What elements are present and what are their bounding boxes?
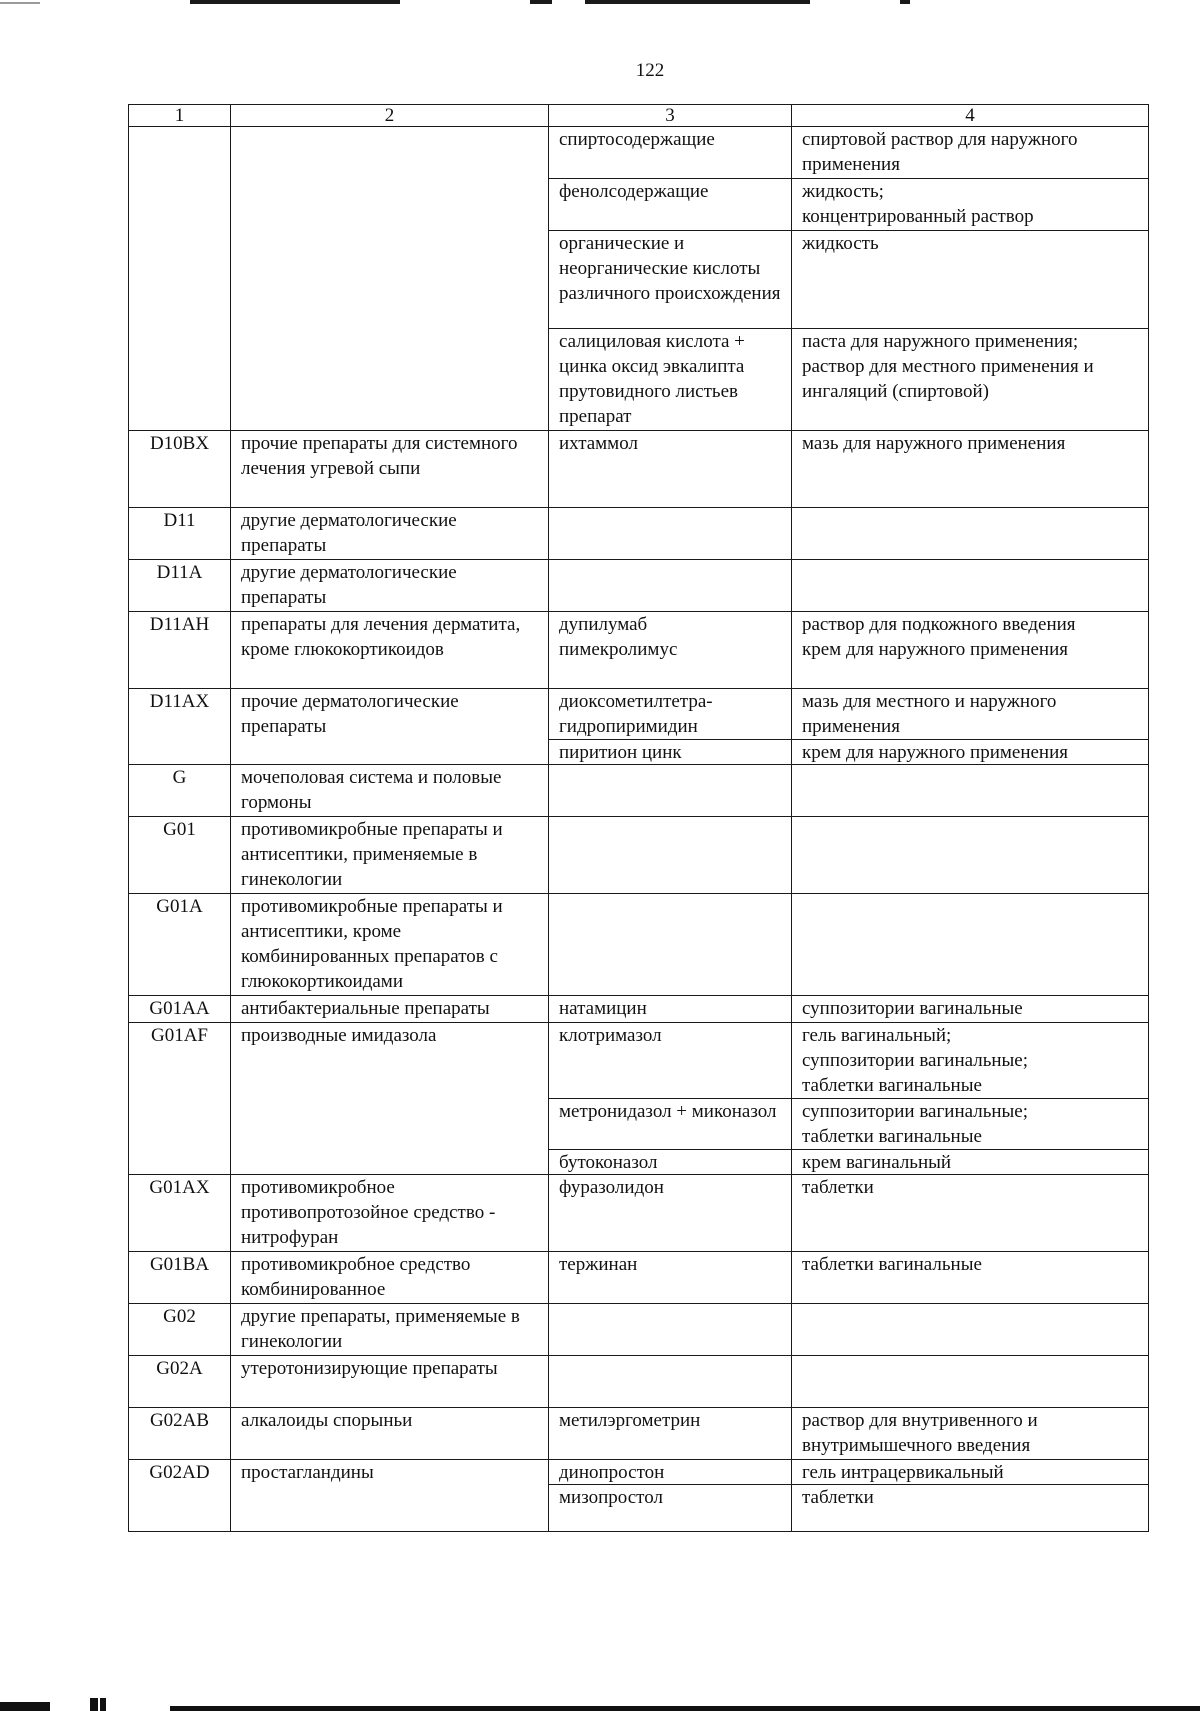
form-line: раствор для подкожного введения bbox=[802, 614, 1076, 635]
code-cell: D11 bbox=[129, 508, 231, 560]
drug-cell bbox=[549, 1460, 792, 1532]
drug-cell: фенолсодержащие bbox=[549, 179, 792, 231]
form-subcell: таблетки bbox=[792, 1484, 1148, 1531]
form-subcell bbox=[792, 1023, 1148, 1098]
form-line: крем для наружного применения bbox=[802, 639, 1069, 660]
code-cell: G02 bbox=[129, 1304, 231, 1356]
form-cell bbox=[792, 1023, 1149, 1175]
table-row bbox=[129, 1408, 1149, 1460]
drug-subcell: динопростон bbox=[559, 1462, 665, 1483]
drug-cell bbox=[549, 1023, 792, 1175]
form-cell bbox=[792, 765, 1149, 817]
form-cell bbox=[792, 508, 1149, 560]
form-cell bbox=[792, 817, 1149, 894]
code-cell: G bbox=[129, 765, 231, 817]
group-cell: противомикробное средство комбинированное bbox=[231, 1252, 549, 1304]
group-cell: другие дерматологические препараты bbox=[231, 508, 549, 560]
table-row bbox=[129, 996, 1149, 1023]
group-cell: прочие дерматологические препараты bbox=[231, 689, 549, 765]
code-cell: D11A bbox=[129, 560, 231, 612]
form-subcell: крем вагинальный bbox=[792, 1149, 1148, 1174]
form-cell bbox=[792, 1356, 1149, 1408]
group-cell: простагландины bbox=[231, 1460, 549, 1532]
table-row bbox=[129, 1252, 1149, 1304]
code-cell: G02AB bbox=[129, 1408, 231, 1460]
drug-cell: ихтаммол bbox=[549, 431, 792, 508]
code-cell: D11AX bbox=[129, 689, 231, 765]
code-cell: G01AA bbox=[129, 996, 231, 1023]
code-cell bbox=[129, 127, 231, 431]
drug-subcell: диоксометилтетра-гидропиримидин bbox=[559, 691, 713, 737]
drug-cell: фуразолидон bbox=[549, 1175, 792, 1252]
table-row bbox=[129, 1356, 1149, 1408]
code-cell: G02AD bbox=[129, 1460, 231, 1532]
form-line: концентрированный раствор bbox=[802, 206, 1034, 227]
form-line: раствор для местного применения и ингаляций (спиртовой) bbox=[802, 356, 1094, 402]
group-cell: противомикробные препараты и антисептики, кроме комбинированных препаратов с глюкокортикоидами bbox=[231, 894, 549, 996]
table-header-row bbox=[129, 105, 1149, 127]
scan-edge-bottom bbox=[0, 1698, 1200, 1711]
form-cell bbox=[792, 894, 1149, 996]
code-cell: G01A bbox=[129, 894, 231, 996]
table-row bbox=[129, 765, 1149, 817]
group-cell: мочеполовая система и половые гормоны bbox=[231, 765, 549, 817]
form-cell bbox=[792, 329, 1149, 431]
drug-cell bbox=[549, 612, 792, 689]
drug-cell bbox=[549, 765, 792, 817]
drug-subcell: метронидазол + миконазол bbox=[549, 1098, 791, 1149]
group-cell: утеротонизирующие препараты bbox=[231, 1356, 549, 1408]
drug-table bbox=[128, 104, 1149, 1532]
drug-cell bbox=[549, 1304, 792, 1356]
form-line: суппозитории вагинальные; bbox=[802, 1050, 1029, 1071]
form-cell: таблетки вагинальные bbox=[792, 1252, 1149, 1304]
code-cell: G01AF bbox=[129, 1023, 231, 1175]
code-cell: G01AX bbox=[129, 1175, 231, 1252]
form-subcell bbox=[792, 1098, 1148, 1149]
drug-cell bbox=[549, 817, 792, 894]
drug-cell bbox=[549, 508, 792, 560]
group-cell: препараты для лечения дерматита, кроме глюкокортикоидов bbox=[231, 612, 549, 689]
form-cell: таблетки bbox=[792, 1175, 1149, 1252]
form-line: таблетки вагинальные bbox=[802, 1126, 982, 1147]
form-subcell: крем для наружного применения bbox=[792, 739, 1148, 764]
form-cell bbox=[792, 612, 1149, 689]
drug-subcell: бутоконазол bbox=[549, 1149, 791, 1174]
drug-line: дупилумаб bbox=[559, 614, 648, 635]
form-cell bbox=[792, 560, 1149, 612]
form-line: жидкость; bbox=[802, 181, 884, 202]
drug-cell: органические и неорганические кислоты различного происхождения bbox=[549, 231, 792, 329]
group-cell: другие препараты, применяемые в гинекологии bbox=[231, 1304, 549, 1356]
form-line: гель вагинальный; bbox=[802, 1025, 952, 1046]
drug-subcell: пиритион цинк bbox=[549, 739, 791, 764]
table-row bbox=[129, 1460, 1149, 1532]
form-cell bbox=[792, 1304, 1149, 1356]
table-row bbox=[129, 689, 1149, 765]
code-cell: G01 bbox=[129, 817, 231, 894]
column-header: 3 bbox=[549, 105, 792, 127]
form-cell bbox=[792, 1460, 1149, 1532]
drug-cell bbox=[549, 560, 792, 612]
drug-cell: метилэргометрин bbox=[549, 1408, 792, 1460]
form-cell bbox=[792, 179, 1149, 231]
group-cell bbox=[231, 127, 549, 431]
form-cell: жидкость bbox=[792, 231, 1149, 329]
form-cell: мазь для наружного применения bbox=[792, 431, 1149, 508]
form-line: таблетки вагинальные bbox=[802, 1075, 982, 1096]
table-row bbox=[129, 817, 1149, 894]
table-row bbox=[129, 1175, 1149, 1252]
form-cell: суппозитории вагинальные bbox=[792, 996, 1149, 1023]
group-cell: противомикробное противопротозойное средство - нитрофуран bbox=[231, 1175, 549, 1252]
form-cell bbox=[792, 689, 1149, 765]
table-row bbox=[129, 1023, 1149, 1175]
form-cell: спиртовой раствор для наружного применения bbox=[792, 127, 1149, 179]
code-cell: D10BX bbox=[129, 431, 231, 508]
group-cell: производные имидазола bbox=[231, 1023, 549, 1175]
drug-cell bbox=[549, 894, 792, 996]
drug-cell: тержинан bbox=[549, 1252, 792, 1304]
drug-cell: салициловая кислота + цинка оксид эвкалипта прутовидного листьев препарат bbox=[549, 329, 792, 431]
group-cell: противомикробные препараты и антисептики, применяемые в гинекологии bbox=[231, 817, 549, 894]
drug-subcell: клотримазол bbox=[559, 1025, 662, 1046]
column-header: 4 bbox=[792, 105, 1149, 127]
drug-cell bbox=[549, 1356, 792, 1408]
drug-subcell: мизопростол bbox=[549, 1484, 791, 1531]
form-line: суппозитории вагинальные; bbox=[802, 1101, 1029, 1122]
table-row bbox=[129, 508, 1149, 560]
form-cell: раствор для внутривенного и внутримышечного введения bbox=[792, 1408, 1149, 1460]
group-cell: прочие препараты для системного лечения угревой сыпи bbox=[231, 431, 549, 508]
page-number: 122 bbox=[635, 60, 665, 81]
column-header: 2 bbox=[231, 105, 549, 127]
table-row bbox=[129, 127, 1149, 179]
form-subcell: гель интрацервикальный bbox=[802, 1462, 1004, 1483]
drug-cell: спиртосодержащие bbox=[549, 127, 792, 179]
table-row bbox=[129, 560, 1149, 612]
group-cell: алкалоиды спорыньи bbox=[231, 1408, 549, 1460]
code-cell: G02A bbox=[129, 1356, 231, 1408]
scan-edge-top bbox=[0, 0, 1200, 8]
group-cell: антибактериальные препараты bbox=[231, 996, 549, 1023]
table-row bbox=[129, 1304, 1149, 1356]
drug-line: пимекролимус bbox=[559, 639, 678, 660]
drug-cell bbox=[549, 689, 792, 765]
drug-cell: натамицин bbox=[549, 996, 792, 1023]
table-row bbox=[129, 431, 1149, 508]
table-row bbox=[129, 894, 1149, 996]
group-cell: другие дерматологические препараты bbox=[231, 560, 549, 612]
code-cell: D11AH bbox=[129, 612, 231, 689]
form-subcell: мазь для местного и наружного применения bbox=[802, 691, 1057, 737]
form-line: паста для наружного применения; bbox=[802, 331, 1079, 352]
table-row bbox=[129, 612, 1149, 689]
code-cell: G01BA bbox=[129, 1252, 231, 1304]
column-header: 1 bbox=[129, 105, 231, 127]
